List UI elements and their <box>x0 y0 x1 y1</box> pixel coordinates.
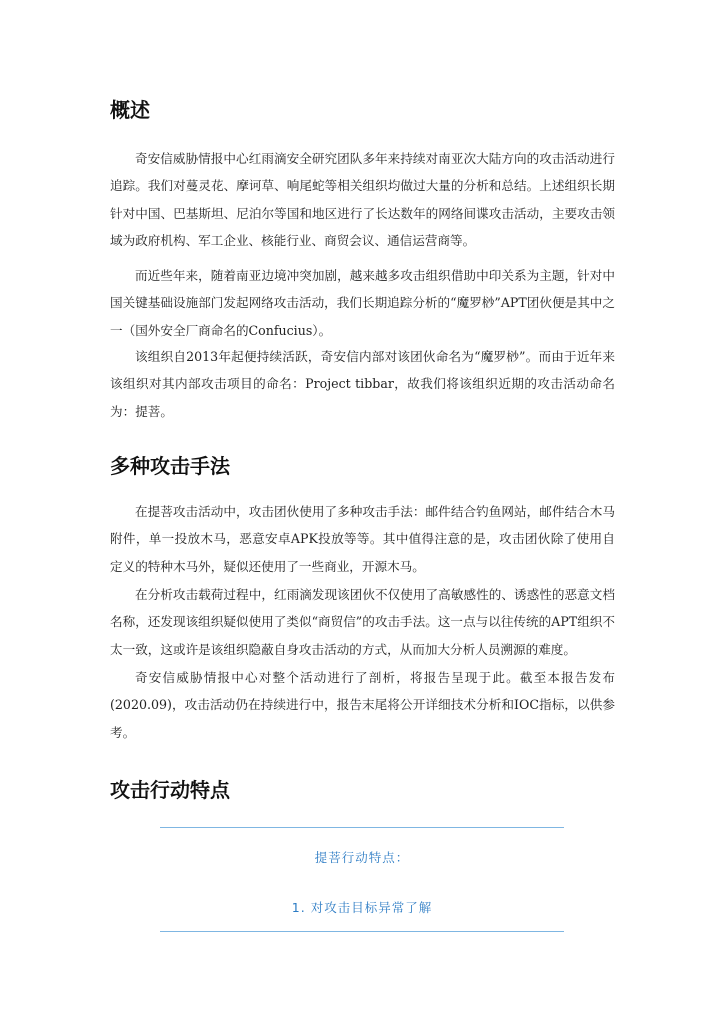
section-heading-attack-methods: 多种攻击手法 <box>110 454 230 478</box>
paragraph: 在分析攻击载荷过程中，红雨滴发现该团伙不仅使用了高敏感性的、诱惑性的恶意文档名称，还发现该组织疑似使用了类似“商贸信”的攻击手法。这一点与以往传统的APT组织不太一致，这或许是该组织隐蔽自身攻击活动的方式，从而加大分析人员溯源的难度。 <box>110 587 615 657</box>
paragraph: 而近些年来，随着南亚边境冲突加剧，越来越多攻击组织借助中印关系为主题，针对中国关键基础设施部门发起网络攻击活动，我们长期追踪分析的“魔罗桫”APT团伙便是其中之一（国外安全厂商命名的Confucius）。 <box>110 268 615 338</box>
section-heading-attack-features: 攻击行动特点 <box>110 778 230 802</box>
callout-bottom-rule <box>160 931 564 932</box>
callout-title: 提菩行动特点： <box>314 850 410 865</box>
section-heading-overview: 概述 <box>110 98 150 122</box>
callout-top-rule <box>160 827 564 828</box>
paragraph: 奇安信威胁情报中心对整个活动进行了剖析，将报告呈现于此。截至本报告发布(2020.09)，攻击活动仍在持续进行中，报告末尾将公开详细技术分析和IOC指标，以供参考。 <box>110 670 615 740</box>
paragraph: 奇安信威胁情报中心红雨滴安全研究团队多年来持续对南亚次大陆方向的攻击活动进行追踪。我们对蔓灵花、摩诃草、响尾蛇等相关组织均做过大量的分析和总结。上述组织长期针对中国、巴基斯坦、尼泊尔等国和地区进行了长达数年的网络间谍攻击活动，主要攻击领域为政府机构、军工企业、核能行业、商贸会议、通信运营商等。 <box>110 151 615 249</box>
paragraph: 该组织自2013年起便持续活跃，奇安信内部对该团伙命名为“魔罗桫”。而由于近年来该组织对其内部攻击项目的命名：Project tibbar，故我们将该组织近期的攻击活动命名为：提菩。 <box>110 349 615 419</box>
callout-item: 1. 对攻击目标异常了解 <box>291 900 433 915</box>
paragraph: 在提菩攻击活动中，攻击团伙使用了多种攻击手法：邮件结合钓鱼网站，邮件结合木马附件，单一投放木马，恶意安卓APK投放等等。其中值得注意的是，攻击团伙除了使用自定义的特种木马外，疑似还使用了一些商业，开源木马。 <box>110 504 615 574</box>
